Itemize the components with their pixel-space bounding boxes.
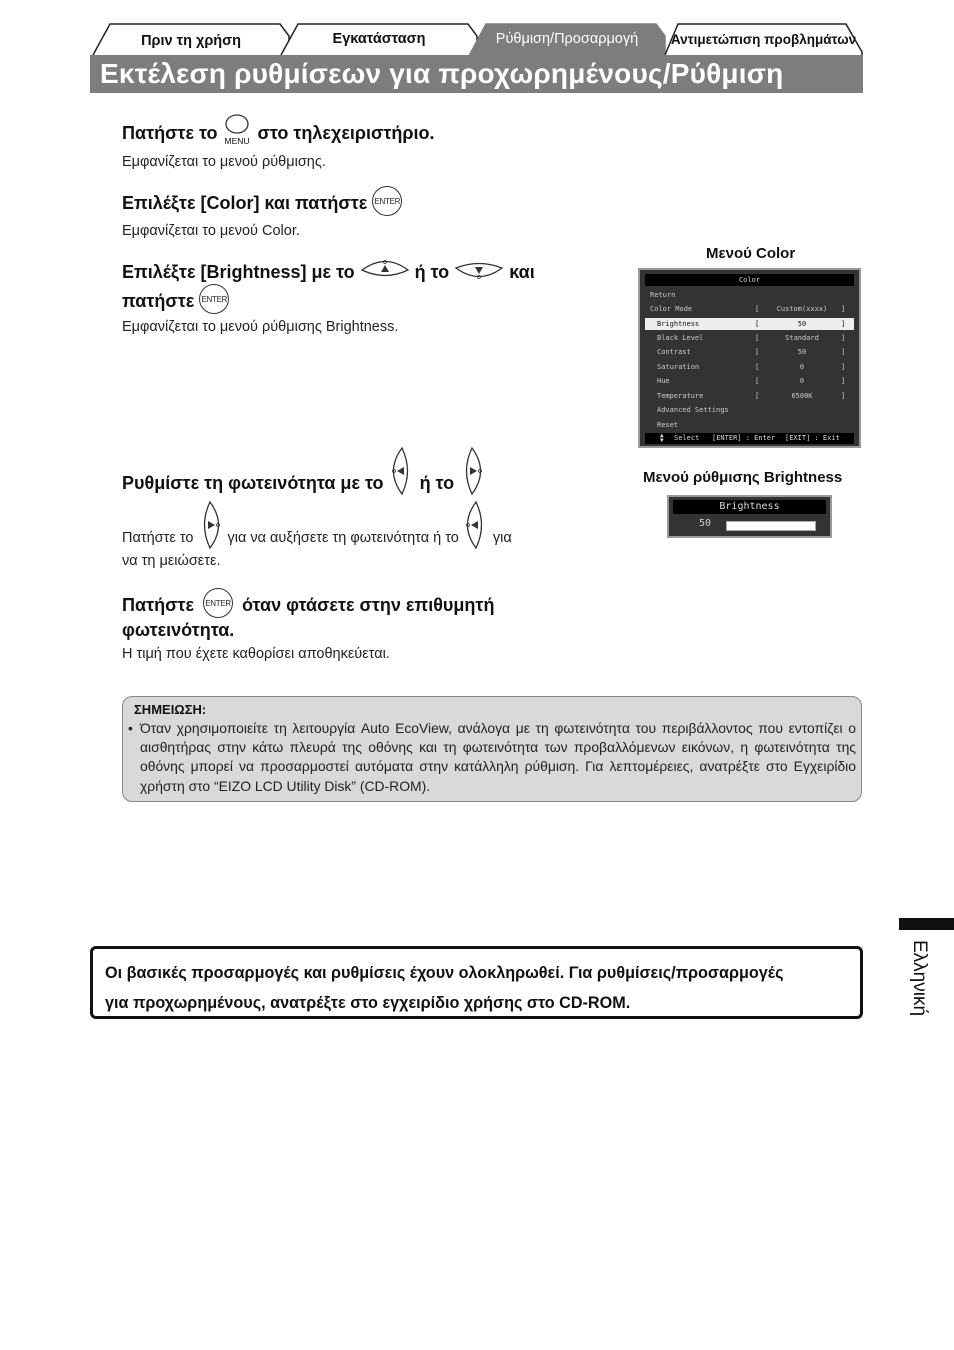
color-menu-row — [645, 404, 854, 416]
tab-troubleshooting[interactable] — [664, 22, 863, 56]
color-menu-header: Color — [645, 274, 854, 286]
section-tabs — [92, 22, 863, 56]
footer-select: Select — [674, 434, 700, 442]
page-title: Εκτέλεση ρυθμίσεων για προχωρημένους/Ρύθμιση — [90, 55, 863, 93]
up-button-icon — [360, 257, 410, 283]
down-button-icon — [454, 257, 504, 283]
brightness-value: 50 — [699, 518, 712, 529]
step-5-text-b: όταν φτάσετε στην επιθυμητή — [242, 594, 495, 615]
menu-button-icon — [223, 114, 253, 148]
step-3-text-c: και — [509, 262, 535, 282]
row-value: 6500K — [791, 392, 813, 400]
note-text: Όταν χρησιμοποιείτε τη λειτουργία Auto EcoView, ανάλογα με τη φωτεινότητα του περιβάλλοντος που εντοπίζει ο αισθητήρας στην κάτω πλευρά της οθόνης και τη φωτεινότητα των προβαλλόμενων εικόνων, η φωτεινότητα της οθόνης μπορεί να προσαρμοστεί αυτόματα στην κατάλληλη ρύθμιση. Για λεπτομέρειες, ανατρέξτε στο Εγχειρίδιο χρήστη στο “EIZO LCD Utility Disk” (CD-ROM). — [140, 720, 856, 794]
step-3-text-a: Επιλέξτε [Brightness] με το — [122, 262, 355, 282]
row-label: Color Mode — [650, 305, 693, 313]
language-label: Ελληνική — [909, 940, 930, 1017]
brightness-level-bar — [726, 521, 816, 531]
row-label: Saturation — [657, 363, 700, 371]
brightness-menu-header: Brightness — [673, 500, 826, 514]
row-label: Contrast — [657, 348, 691, 356]
step-5-heading-line2: φωτεινότητα. — [122, 620, 235, 640]
left-button-icon — [463, 500, 489, 550]
row-label: Temperature — [657, 392, 704, 400]
row-label: Advanced Settings — [657, 406, 729, 414]
step-3-description: Εμφανίζεται το μενού ρύθμισης Brightness. — [122, 319, 399, 335]
step-4-text-b: ή το — [419, 472, 455, 493]
right-button-icon — [197, 500, 223, 550]
tab-installation[interactable] — [280, 22, 478, 56]
step-2-text: Επιλέξτε [Color] και πατήστε — [122, 192, 368, 213]
color-menu-row: Contrast [ 50 ] — [657, 348, 846, 356]
step-5-description: Η τιμή που έχετε καθορίσει αποθηκεύεται. — [122, 646, 390, 662]
note-bullet: • — [128, 720, 133, 736]
color-menu-row: Hue [ 0 ] — [657, 377, 846, 385]
step-1-description: Εμφανίζεται το μενού ρύθμισης. — [122, 154, 326, 170]
color-menu-footer — [645, 433, 854, 444]
row-value: 50 — [797, 320, 807, 328]
note-box — [122, 696, 862, 802]
step-1-text-a: Πατήστε το — [122, 122, 218, 143]
tab-label: Πριν τη χρήση — [141, 33, 241, 49]
brightness-menu-screen — [667, 495, 832, 538]
right-button-icon — [459, 446, 485, 496]
step-4-description-line2: να τη μειώσετε. — [122, 553, 221, 569]
step-2-description: Εμφανίζεται το μενού Color. — [122, 223, 300, 239]
row-value: Custom(xxxx) — [776, 305, 828, 313]
updown-arrows-icon: ▲ ▼ — [660, 432, 664, 444]
row-label: Reset — [657, 421, 679, 429]
completion-notice — [90, 946, 863, 1019]
left-button-icon — [389, 446, 415, 496]
color-menu-caption: Μενού Color — [706, 245, 796, 262]
note-body — [128, 719, 856, 796]
row-value: Standard — [785, 334, 819, 342]
row-value: 0 — [799, 377, 805, 385]
color-menu-row — [645, 289, 854, 301]
row-value: 50 — [797, 348, 807, 356]
tab-label: Εγκατάσταση — [332, 31, 426, 47]
row-label: Brightness — [657, 320, 700, 328]
step-4-heading — [122, 472, 485, 496]
note-title: ΣΗΜΕΙΩΣΗ: — [134, 702, 207, 717]
brightness-menu-caption: Μενού ρύθμισης Brightness — [643, 469, 843, 486]
tab-label: Αντιμετώπιση προβλημάτων — [670, 31, 857, 47]
color-menu-row: Black Level [ Standard ] — [657, 334, 846, 342]
color-menu-row: Saturation [ 0 ] — [657, 363, 846, 371]
menu-button-label: MENU — [224, 136, 250, 146]
tab-setup-adjustment[interactable] — [468, 22, 666, 56]
step-4-desc-a: Πατήστε το — [122, 529, 194, 546]
step-3-text-b: ή το — [414, 262, 450, 282]
row-label: Return — [650, 291, 676, 299]
step-1-heading — [122, 120, 435, 148]
step-1-text-b: στο τηλεχειριστήριο. — [257, 122, 435, 143]
step-4-text-a: Ρυθμίστε τη φωτεινότητα με το — [122, 472, 384, 493]
footer-enter: [ENTER] : Enter — [712, 434, 776, 442]
step-3-heading-line2 — [122, 290, 229, 314]
footer-exit: [EXIT] : Exit — [785, 434, 840, 442]
row-value: 0 — [799, 363, 805, 371]
step-5-text-a: Πατήστε — [122, 594, 194, 615]
step-3-heading-line1 — [122, 262, 535, 283]
enter-button-icon: ENTER — [372, 186, 402, 216]
color-menu-row-selected: Brightness [ 50 ] — [645, 318, 854, 330]
tab-label: Ρύθμιση/Προσαρμογή — [495, 31, 639, 47]
color-menu-row — [645, 419, 854, 431]
enter-button-icon: ENTER — [203, 588, 233, 618]
step-3-text-d: πατήστε — [122, 290, 195, 311]
color-menu-row: Color Mode [ Custom(xxxx) ] — [650, 305, 846, 313]
row-label: Hue — [657, 377, 670, 385]
enter-button-icon: ENTER — [199, 284, 229, 314]
completion-notice-line2: για προχωρημένους, ανατρέξτε στο εγχειρίδιο χρήσης στο CD-ROM. — [105, 994, 631, 1012]
language-tab-marker — [899, 918, 954, 930]
color-menu-screen — [638, 268, 861, 448]
row-label: Black Level — [657, 334, 704, 342]
color-menu-row: Temperature [ 6500K ] — [657, 392, 846, 400]
step-2-heading — [122, 192, 402, 216]
step-4-description-line1 — [122, 526, 512, 550]
step-5-heading-line1 — [122, 594, 494, 618]
step-4-desc-c: για — [492, 529, 512, 546]
step-4-desc-b: για να αυξήσετε τη φωτεινότητα ή το — [227, 529, 459, 546]
tab-before-use[interactable] — [92, 22, 290, 56]
completion-notice-line1: Οι βασικές προσαρμογές και ρυθμίσεις έχουν ολοκληρωθεί. Για ρυθμίσεις/προσαρμογές — [105, 964, 784, 982]
